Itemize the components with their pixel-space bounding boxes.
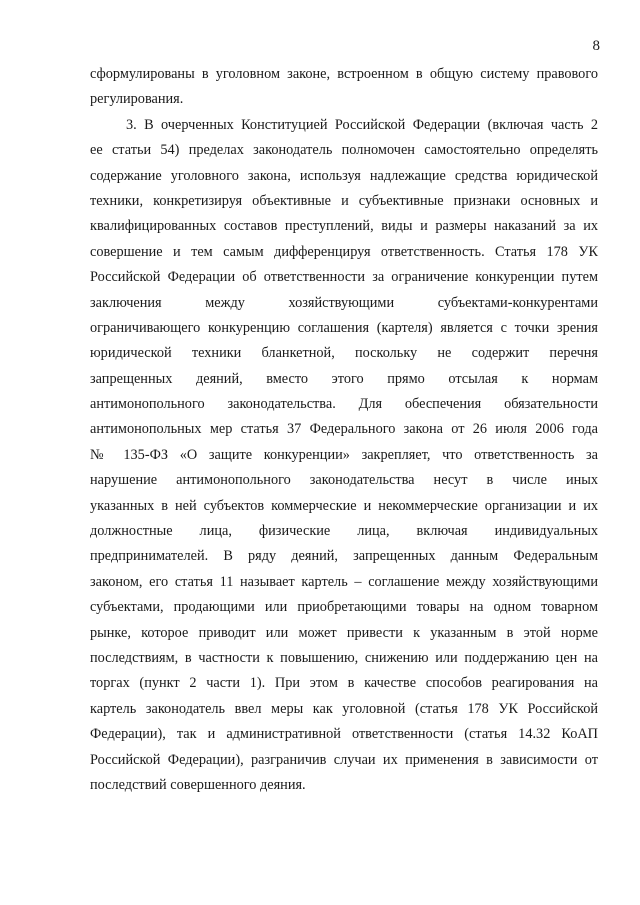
text-line: сформулированы в уголовном законе, встроенном в общую систему правового — [90, 66, 598, 82]
text-line: юридической техники бланкетной, поскольку не содержит перечня — [90, 345, 598, 362]
text-line: указанных в ней субъектов коммерческие и некоммерческие организации и их — [90, 497, 598, 514]
text-line: № 135-ФЗ «О защите конкуренции» закрепляет, что ответственность за — [90, 446, 598, 463]
text-line: законом, его статья 11 называет картель – соглашение между хозяйствующими — [90, 573, 598, 590]
text-line: антимонопольного законодательства. Для обеспечения обязательности — [90, 396, 598, 413]
text-line: техники, конкретизируя объективные и субъективные признаки основных и — [90, 192, 598, 209]
text-line: ограничивающего конкуренцию соглашения (картеля) является с точки зрения — [90, 319, 598, 336]
text-line: заключения между хозяйствующими субъектами-конкурентами — [90, 294, 598, 311]
text-line: регулирования. — [90, 91, 184, 108]
page-number: 8 — [592, 38, 600, 54]
paragraph-main — [90, 113, 598, 799]
text-line: запрещенных деяний, вместо этого прямо отсылая к нормам — [90, 370, 598, 387]
text-line: 3. В очерченных Конституцией Российской Федерации (включая часть 2 — [126, 116, 598, 133]
text-line: антимонопольных мер статья 37 Федерального закона от 26 июля 2006 года — [90, 421, 598, 438]
document-body — [90, 62, 598, 798]
text-line: картель законодатель ввел меры как уголовной (статья 178 УК Российской — [90, 700, 598, 717]
text-line: субъектами, продающими или приобретающими товары на одном товарном — [90, 599, 598, 616]
text-line: нарушение антимонопольного законодательства несут в числе иных — [90, 472, 598, 489]
text-line: рынке, которое приводит или может привести к указанным в этой норме — [90, 624, 598, 641]
text-line: квалифицированных составов преступлений, виды и размеры наказаний за их — [90, 218, 598, 235]
text-line: содержание уголовного закона, используя надлежащие средства юридической — [90, 167, 598, 184]
text-line: ее статьи 54) пределах законодатель полномочен самостоятельно определять — [90, 142, 598, 159]
text-line: предпринимателей. В ряду деяний, запрещенных данным Федеральным — [90, 548, 598, 565]
text-line: совершение и тем самым дифференцируя ответственность. Статья 178 УК — [90, 243, 598, 260]
text-line: торгах (пункт 2 части 1). При этом в качестве способов реагирования на — [90, 675, 598, 692]
text-line: Федерации), так и административной ответственности (статья 14.32 КоАП — [90, 726, 598, 743]
text-line: последствиям, в частности к повышению, снижению или поддержанию цен на — [90, 649, 598, 666]
text-line: должностные лица, физические лица, включая индивидуальных — [90, 523, 598, 540]
text-line: Российской Федерации), разграничив случаи их применения в зависимости от — [90, 751, 598, 768]
paragraph-intro — [90, 62, 598, 113]
text-line: Российской Федерации об ответственности за ограничение конкуренции путем — [90, 269, 598, 286]
text-line: последствий совершенного деяния. — [90, 776, 306, 793]
